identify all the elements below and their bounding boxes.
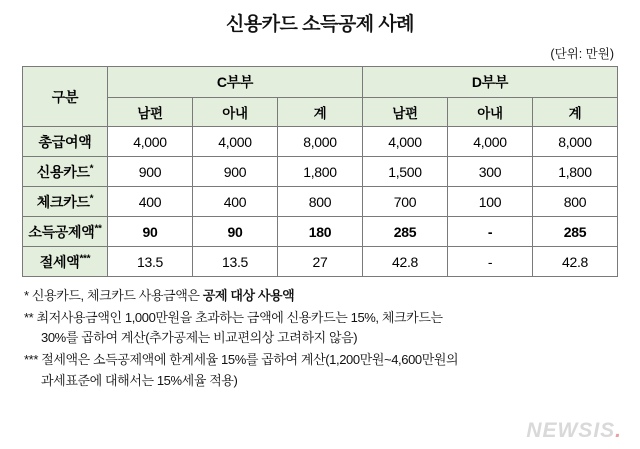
table-body: [23, 127, 618, 277]
footnote-text: 절세액은 소득공제액에 한계세율 15%를 곱하여 계산(1,200만원~4,600만원의: [41, 352, 459, 368]
column-header-c-wife: 아내: [193, 98, 278, 127]
cell-value: 180: [278, 217, 363, 247]
cell-value: 4,000: [193, 127, 278, 157]
row-header-total-salary: 총급여액: [23, 127, 108, 157]
column-header-division: 구분: [23, 67, 108, 127]
cell-value: 800: [278, 187, 363, 217]
table-header-row-groups: [23, 67, 618, 98]
cell-value: 27: [278, 247, 363, 277]
table-row: [23, 217, 618, 247]
row-header-income-deduction: 소득공제액**: [23, 217, 108, 247]
cell-value: 4,000: [363, 127, 448, 157]
footnote-marker: ***: [24, 352, 38, 368]
cell-value: 1,800: [278, 157, 363, 187]
cell-value: -: [448, 217, 533, 247]
column-header-d-husband: 남편: [363, 98, 448, 127]
footnote-3: [22, 350, 618, 390]
credit-card-deduction-table: [22, 66, 618, 277]
cell-value: 900: [193, 157, 278, 187]
cell-value: 13.5: [193, 247, 278, 277]
footnotes: [22, 277, 618, 391]
table-row: [23, 127, 618, 157]
cell-value: 285: [363, 217, 448, 247]
footnote-text-continued: 과세표준에 대해서는 15%세율 적용): [41, 372, 238, 388]
footnote-marker: **: [24, 310, 34, 326]
row-header-check-card: 체크카드*: [23, 187, 108, 217]
cell-value: 400: [108, 187, 193, 217]
column-header-c-husband: 남편: [108, 98, 193, 127]
footnote-1: [22, 286, 618, 306]
column-header-d-wife: 아내: [448, 98, 533, 127]
cell-value: 90: [193, 217, 278, 247]
row-header-superscript: *: [89, 162, 94, 174]
cell-value: 90: [108, 217, 193, 247]
cell-value: 400: [193, 187, 278, 217]
cell-value: 300: [448, 157, 533, 187]
row-header-superscript: ***: [79, 252, 91, 264]
table-header: [23, 67, 618, 127]
cell-value: 285: [533, 217, 618, 247]
watermark-newsis: NEWSIS.: [526, 419, 622, 442]
cell-value: 8,000: [533, 127, 618, 157]
column-group-header-d: D부부: [363, 67, 618, 98]
column-header-c-total: 계: [278, 98, 363, 127]
row-header-superscript: *: [89, 192, 94, 204]
footnote-2: [22, 308, 618, 348]
footnote-text: 신용카드, 체크카드 사용금액은: [31, 288, 203, 303]
cell-value: 42.8: [363, 247, 448, 277]
column-group-header-c: C부부: [108, 67, 363, 98]
table-header-row-subs: [23, 98, 618, 127]
cell-value: 900: [108, 157, 193, 187]
cell-value: 4,000: [108, 127, 193, 157]
footnote-marker: *: [24, 288, 29, 303]
table-row: [23, 157, 618, 187]
cell-value: 8,000: [278, 127, 363, 157]
footnote-text: 최저사용금액인 1,000만원을 초과하는 금액에 신용카드는 15%, 체크카드는: [36, 310, 443, 326]
cell-value: -: [448, 247, 533, 277]
row-header-superscript: **: [94, 222, 102, 234]
cell-value: 13.5: [108, 247, 193, 277]
cell-value: 100: [448, 187, 533, 217]
footnote-text-emphasis: 공제 대상 사용액: [202, 288, 295, 303]
unit-label: (단위: 만원): [550, 47, 614, 61]
cell-value: 4,000: [448, 127, 533, 157]
row-header-tax-saving: 절세액***: [23, 247, 108, 277]
cell-value: 1,800: [533, 157, 618, 187]
column-header-d-total: 계: [533, 98, 618, 127]
cell-value: 42.8: [533, 247, 618, 277]
cell-value: 800: [533, 187, 618, 217]
cell-value: 700: [363, 187, 448, 217]
footnote-text-continued: 30%를 곱하여 계산(추가공제는 비교편의상 고려하지 않음): [41, 330, 358, 346]
row-header-credit-card: 신용카드*: [23, 157, 108, 187]
table-row: [23, 247, 618, 277]
table-row: [23, 187, 618, 217]
cell-value: 1,500: [363, 157, 448, 187]
watermark-dot: .: [615, 419, 622, 442]
page-title: 신용카드 소득공제 사례: [225, 14, 415, 35]
